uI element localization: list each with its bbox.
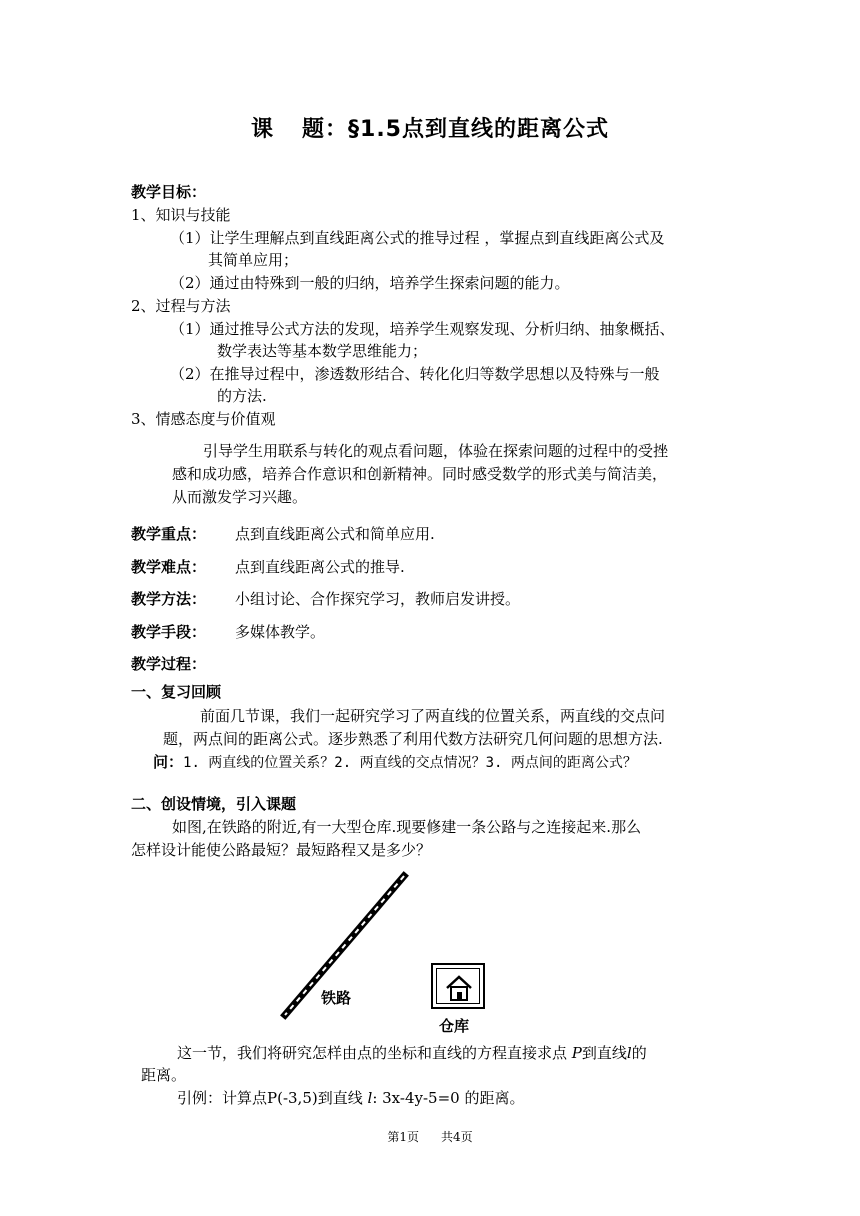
key-points-value: 点到直线距离公式和简单应用. (235, 525, 435, 543)
page-number: 第1页 (387, 1130, 419, 1144)
example: 引例：计算点P(-3,5)到直线 l: 3x-4y-5=0 的距离。 (177, 1089, 525, 1107)
objective-item: （1）让学生理解点到直线距离公式的推导过程 ，掌握点到直线距离公式及 (170, 229, 665, 247)
paragraph: 从而激发学习兴趣。 (172, 488, 308, 506)
question-label: 问： (153, 753, 184, 771)
key-points-label: 教学重点： (131, 525, 207, 543)
question-text: 1. 两直线的位置关系？2. 两直线的交点情况？3. 两点间的距离公式？ (183, 755, 637, 771)
objective-item-cont: 数学表达等基本数学思维能力； (217, 342, 428, 360)
page-title: 课 题：§1.5点到直线的距离公式 (251, 117, 609, 142)
difficulty-label: 教学难点： (131, 558, 207, 576)
review-heading: 一、复习回顾 (131, 683, 222, 701)
paragraph: 怎样设计能使公路最短？最短路程又是多少？ (131, 841, 432, 859)
objective-item: （2）通过由特殊到一般的归纳，培养学生探索问题的能力。 (170, 274, 570, 292)
paragraph: 如图,在铁路的附近,有一大型仓库.现要修建一条公路与之连接起来.那么 (172, 818, 642, 836)
method-value: 小组讨论、合作探究学习，教师启发讲授。 (235, 590, 521, 608)
means-label: 教学手段： (131, 623, 207, 641)
objective-item: （1）通过推导公式方法的发现，培养学生观察发现、分析归纳、抽象概括、 (170, 320, 675, 338)
house-icon (438, 970, 480, 1004)
objective-section-1: 1、知识与技能 (131, 206, 231, 224)
objective-section-2: 2、过程与方法 (131, 297, 231, 315)
railway-label: 铁路 (321, 989, 352, 1007)
paragraph: 感和成功感，培养合作意识和创新精神。同时感受数学的形式美与简洁美， (172, 465, 668, 483)
process-label: 教学过程： (131, 655, 207, 673)
paragraph: 距离。 (141, 1066, 187, 1084)
objective-item-cont: 其简单应用； (208, 251, 299, 269)
scenario-heading: 二、创设情境，引入课题 (131, 795, 297, 813)
means-value: 多媒体教学。 (235, 623, 326, 641)
objective-section-3: 3、情感态度与价值观 (131, 410, 276, 428)
paragraph: 这一节，我们将研究怎样由点的坐标和直线的方程直接求点 P到直线l的 (177, 1044, 647, 1062)
paragraph: 前面几节课，我们一起研究学习了两直线的位置关系，两直线的交点问 (200, 707, 666, 725)
objective-item: （2）在推导过程中，渗透数形结合、转化化归等数学思想以及特殊与一般 (170, 365, 660, 383)
method-label: 教学方法： (131, 590, 207, 608)
point-p: P (571, 1044, 582, 1062)
page-total: 共4页 (441, 1130, 473, 1144)
difficulty-value: 点到直线距离公式的推导. (235, 558, 405, 576)
objective-item-cont: 的方法. (217, 387, 267, 405)
paragraph: 引导学生用联系与转化的观点看问题，体验在探索问题的过程中的受挫 (203, 442, 669, 460)
objectives-heading: 教学目标： (131, 183, 207, 201)
paragraph: 题，两点间的距离公式。逐步熟悉了利用代数方法研究几何问题的思想方法. (163, 730, 663, 748)
warehouse-frame (431, 963, 485, 1009)
warehouse-label: 仓库 (439, 1017, 470, 1035)
line-l: l (626, 1044, 632, 1062)
page-footer (0, 1128, 860, 1145)
